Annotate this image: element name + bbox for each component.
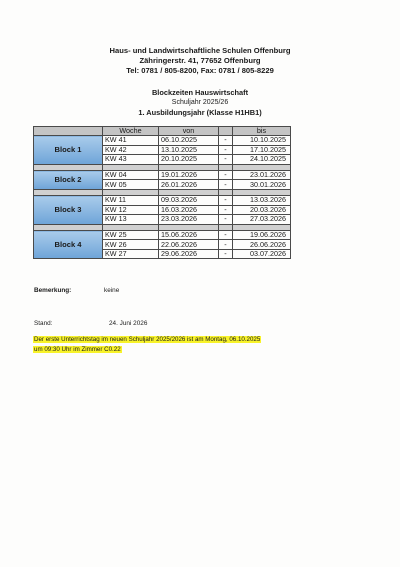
to-cell: 30.01.2026 xyxy=(233,180,291,189)
header-sep xyxy=(219,127,233,136)
block-3-label: Block 3 xyxy=(34,196,103,224)
to-cell: 19.06.2026 xyxy=(233,231,291,240)
remark-value: keine xyxy=(104,287,120,294)
from-cell: 29.06.2026 xyxy=(159,249,219,258)
week-cell: KW 27 xyxy=(103,249,159,258)
week-cell: KW 04 xyxy=(103,171,159,180)
document-titles xyxy=(0,88,400,118)
class-title: 1. Ausbildungsjahr (Klasse H1HB1) xyxy=(138,108,262,117)
school-address: Zähringerstr. 41, 77652 Offenburg xyxy=(139,56,261,65)
header-from: von xyxy=(159,127,219,136)
table-row xyxy=(34,231,291,240)
sep-cell: - xyxy=(219,231,233,240)
remark-label: Bemerkung: xyxy=(34,287,72,294)
week-cell: KW 25 xyxy=(103,231,159,240)
sep-cell: - xyxy=(219,180,233,189)
sep-cell: - xyxy=(219,155,233,164)
status-date-value: 24. Juni 2026 xyxy=(109,320,148,327)
week-cell: KW 05 xyxy=(103,180,159,189)
sep-cell: - xyxy=(219,240,233,249)
to-cell: 26.06.2026 xyxy=(233,240,291,249)
table-row xyxy=(34,171,291,180)
status-date-section xyxy=(34,320,148,327)
from-cell: 22.06.2026 xyxy=(159,240,219,249)
school-name: Haus- und Landwirtschaftliche Schulen Offenburg xyxy=(109,46,291,55)
from-cell: 26.01.2026 xyxy=(159,180,219,189)
sep-cell: - xyxy=(219,215,233,224)
table-header-row xyxy=(34,127,291,136)
header-blank-cell xyxy=(34,127,103,136)
sep-cell: - xyxy=(219,205,233,214)
note-line-2: um 09:30 Uhr im Zimmer C0.22 xyxy=(34,345,121,353)
block-2-label: Block 2 xyxy=(34,171,103,190)
school-year: Schuljahr 2025/26 xyxy=(171,99,229,106)
week-cell: KW 42 xyxy=(103,145,159,154)
to-cell: 03.07.2026 xyxy=(233,249,291,258)
week-cell: KW 41 xyxy=(103,136,159,145)
to-cell: 10.10.2025 xyxy=(233,136,291,145)
sep-cell: - xyxy=(219,171,233,180)
remark-section xyxy=(34,287,120,294)
week-cell: KW 13 xyxy=(103,215,159,224)
from-cell: 06.10.2025 xyxy=(159,136,219,145)
to-cell: 23.01.2026 xyxy=(233,171,291,180)
letterhead xyxy=(0,46,400,76)
to-cell: 27.03.2026 xyxy=(233,215,291,224)
week-cell: KW 43 xyxy=(103,155,159,164)
header-week: Woche xyxy=(103,127,159,136)
block-schedule-table xyxy=(33,126,291,259)
sep-cell: - xyxy=(219,249,233,258)
from-cell: 23.03.2026 xyxy=(159,215,219,224)
to-cell: 24.10.2025 xyxy=(233,155,291,164)
week-cell: KW 11 xyxy=(103,196,159,205)
status-date-label: Stand: xyxy=(34,320,53,327)
from-cell: 19.01.2026 xyxy=(159,171,219,180)
from-cell: 20.10.2025 xyxy=(159,155,219,164)
to-cell: 13.03.2026 xyxy=(233,196,291,205)
document-title: Blockzeiten Hauswirtschaft xyxy=(151,88,249,97)
sep-cell: - xyxy=(219,145,233,154)
from-cell: 09.03.2026 xyxy=(159,196,219,205)
table-row xyxy=(34,196,291,205)
block-1-label: Block 1 xyxy=(34,136,103,164)
note-line-1: Der erste Unterrichtstag im neuen Schuljahr 2025/2026 ist am Montag, 06.10.2025 xyxy=(34,336,261,343)
school-contact: Tel: 0781 / 805-8200, Fax: 0781 / 805-8229 xyxy=(126,66,274,75)
sep-cell: - xyxy=(219,136,233,145)
from-cell: 16.03.2026 xyxy=(159,205,219,214)
highlighted-note xyxy=(33,335,261,354)
to-cell: 17.10.2025 xyxy=(233,145,291,154)
sep-cell: - xyxy=(219,196,233,205)
header-to: bis xyxy=(233,127,291,136)
from-cell: 15.06.2026 xyxy=(159,231,219,240)
from-cell: 13.10.2025 xyxy=(159,145,219,154)
week-cell: KW 12 xyxy=(103,205,159,214)
block-4-label: Block 4 xyxy=(34,231,103,259)
to-cell: 20.03.2026 xyxy=(233,205,291,214)
week-cell: KW 26 xyxy=(103,240,159,249)
table-row xyxy=(34,136,291,145)
